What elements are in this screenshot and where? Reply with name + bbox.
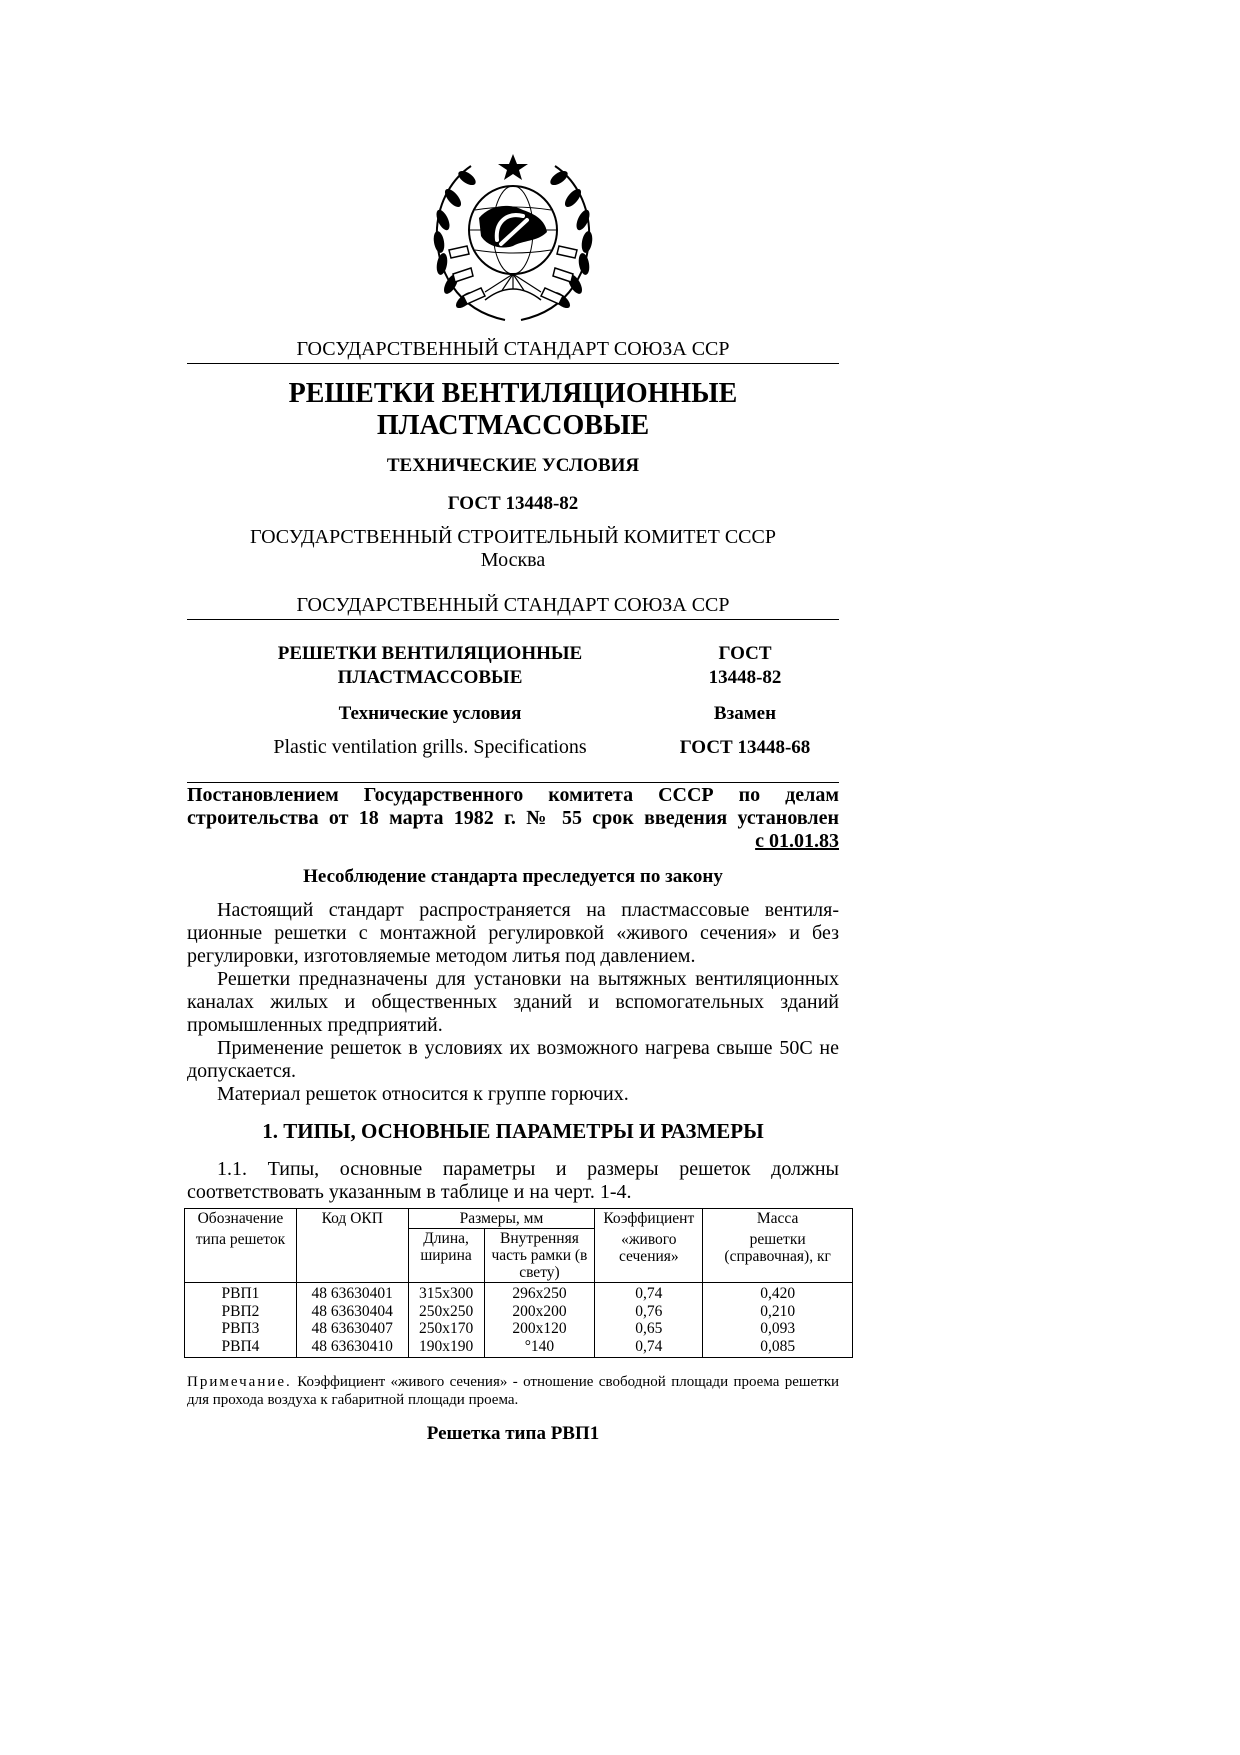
cell-mass: 0,085 [703,1338,853,1358]
cover-title-line2: ПЛАСТМАССОВЫЕ [376,410,650,441]
caption-gost-line1: ГОСТ [718,643,772,664]
clause-1-1: 1.1. Типы, основные параметры и размеры решеток должны соответствовать указанным в таблице и на черт. 1-4. [187,1158,839,1203]
table-row [185,1303,853,1321]
table-note [187,1373,839,1409]
header-mass: Масса решетки (справочная), кг [703,1209,853,1283]
paragraph: Материал решеток относится к группе горючих. [217,1083,629,1105]
cell-type: РВП3 [185,1320,297,1338]
cell-type: РВП1 [185,1283,297,1303]
cell-inner: 200x200 [484,1303,595,1321]
paragraph: Применение решеток в условиях их возможного нагрева свыше 50С не допускается. [187,1037,839,1082]
cell-mass: 0,210 [703,1303,853,1321]
caption-header: ГОСУДАРСТВЕННЫЙ СТАНДАРТ СОЮЗА ССР [296,594,730,616]
header-type: Обозначение типа решеток [185,1209,297,1283]
caption-title-line2: ПЛАСТМАССОВЫЕ [337,667,523,688]
table-row [185,1338,853,1358]
cell-size: 190x190 [408,1338,484,1358]
header-code: Код ОКП [296,1209,408,1283]
cell-code: 48 63630404 [296,1303,408,1321]
cell-type: РВП4 [185,1338,297,1358]
figure-caption: Решетка типа РВП1 [426,1423,600,1444]
caption-english-title: Plastic ventilation grills. Specifications [273,736,587,758]
caption-subtitle: Технические условия [338,703,522,724]
cell-code: 48 63630401 [296,1283,408,1303]
cover-city: Москва [480,549,546,571]
cell-code: 48 63630410 [296,1338,408,1358]
cover-committee: ГОСУДАРСТВЕННЫЙ СТРОИТЕЛЬНЫЙ КОМИТЕТ СССР [250,526,776,548]
cell-inner: °140 [484,1338,595,1358]
cell-size: 315x300 [408,1283,484,1303]
table-row [185,1320,853,1338]
cell-inner: 296x250 [484,1283,595,1303]
note-label: Примечание. [187,1374,292,1390]
section-heading: 1. ТИПЫ, ОСНОВНЫЕ ПАРАМЕТРЫ И РАЗМЕРЫ [262,1119,764,1143]
cover-subtitle: ТЕХНИЧЕСКИЕ УСЛОВИЯ [386,455,640,476]
paragraph: Решетки предназначены для установки на вытяжных вентиляционных каналах жилых и общественных зданий и вспомогательных зданий промышленных предприятий. [187,968,839,1036]
decree-date: с 01.01.83 [755,830,839,852]
caption-replace-gost: ГОСТ 13448-68 [679,737,811,758]
header-coefficient: Коэффициент «живого сечения» [595,1209,703,1283]
cell-mass: 0,093 [703,1320,853,1338]
caption-replace-label: Взамен [713,703,777,724]
cell-coef: 0,65 [595,1320,703,1338]
divider [187,363,839,364]
cell-mass: 0,420 [703,1283,853,1303]
divider [187,619,839,620]
cell-inner: 200x120 [484,1320,595,1338]
intro-paragraphs [187,899,839,1106]
caption-gost-number: 13448-82 [708,667,782,688]
cell-coef: 0,74 [595,1338,703,1358]
header-length-width: Длина, ширина [408,1229,484,1283]
paragraph: Настоящий стандарт распространяется на пластмассовые вентиля-ционные решетки с монтажной регулировкой «живого сечения» и без регулировки, изготовляемые методом литья под давлением. [187,899,839,967]
decree-text: Постановлением Государственного комитета СССР по делам строительства от 18 марта 1982 г. № 55 срок введения установлен [187,784,839,829]
cover-gost: ГОСТ 13448-82 [447,493,579,514]
cover-title-line1: РЕШЕТКИ ВЕНТИЛЯЦИОННЫЕ [288,378,738,409]
divider [187,782,839,783]
table-row [185,1283,853,1303]
caption-title-line1: РЕШЕТКИ ВЕНТИЛЯЦИОННЫЕ [277,643,583,664]
cell-coef: 0,76 [595,1303,703,1321]
note-text: Коэффициент «живого сечения» - отношение свободной площади проема решетки для прохода воздуха к габаритной площади проема. [187,1374,840,1408]
cell-type: РВП2 [185,1303,297,1321]
ussr-emblem-icon [427,150,599,328]
cell-size: 250x170 [408,1320,484,1338]
header-sizes: Размеры, мм [408,1209,595,1229]
law-warning: Несоблюдение стандарта преследуется по закону [303,866,723,887]
cell-size: 250x250 [408,1303,484,1321]
header-inner-frame: Внутренняя часть рамки (в свету) [484,1229,595,1283]
parameters-table [184,1208,853,1358]
cover-header: ГОСУДАРСТВЕННЫЙ СТАНДАРТ СОЮЗА ССР [296,338,730,360]
cell-code: 48 63630407 [296,1320,408,1338]
cell-coef: 0,74 [595,1283,703,1303]
